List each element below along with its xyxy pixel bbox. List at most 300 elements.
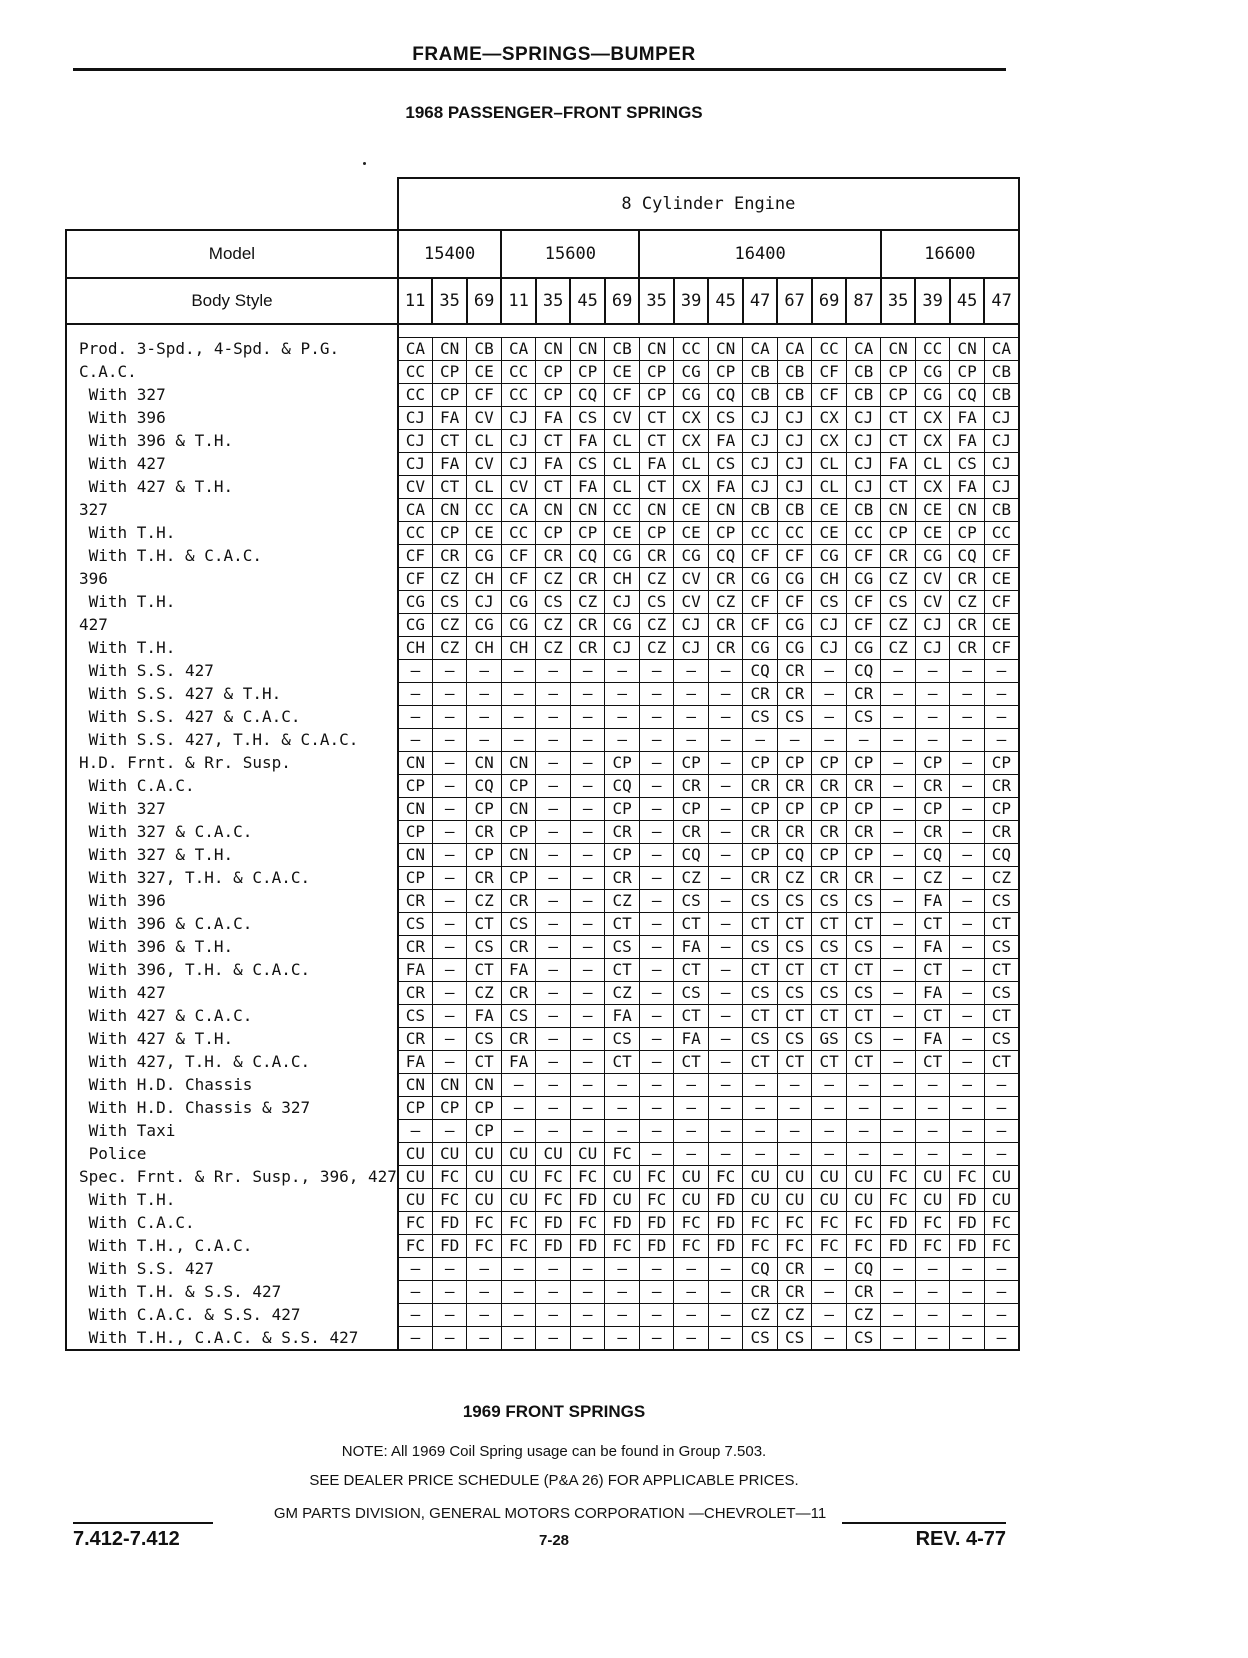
spring-code-cell: CP xyxy=(398,775,433,798)
spring-code-cell: – xyxy=(432,821,467,844)
spring-code-cell: CR xyxy=(605,867,640,890)
spring-code-cell: – xyxy=(950,706,985,729)
spring-code-cell: CX xyxy=(812,430,847,453)
spring-code-cell: – xyxy=(950,821,985,844)
spring-code-cell: CS xyxy=(777,706,812,729)
spring-code-cell: CT xyxy=(674,959,709,982)
spring-code-cell: CS xyxy=(812,591,847,614)
spring-code-cell: CS xyxy=(777,936,812,959)
spring-code-cell: – xyxy=(570,844,605,867)
spring-code-cell: CZ xyxy=(881,614,916,637)
spring-code-cell: CF xyxy=(846,614,881,637)
spring-code-cell: CH xyxy=(467,568,502,591)
spring-code-cell: CP xyxy=(812,798,847,821)
spring-code-cell: CR xyxy=(501,1028,536,1051)
spring-code-cell: – xyxy=(570,1258,605,1281)
spring-code-cell: – xyxy=(639,936,674,959)
spring-code-cell: CR xyxy=(984,821,1019,844)
spring-code-cell: CT xyxy=(984,1051,1019,1074)
spring-code-cell: CP xyxy=(777,798,812,821)
spring-code-cell: CR xyxy=(708,637,743,660)
spring-code-cell: CF xyxy=(743,591,778,614)
spring-code-cell: CS xyxy=(743,706,778,729)
spring-code-cell: CZ xyxy=(536,614,571,637)
spring-code-cell: CU xyxy=(777,1189,812,1212)
spring-code-cell: CT xyxy=(915,1005,950,1028)
spring-code-cell: CR xyxy=(777,683,812,706)
spring-code-cell: CZ xyxy=(881,637,916,660)
spring-code-cell: CP xyxy=(743,844,778,867)
row-label: With 396 & T.H. xyxy=(66,430,398,453)
spring-code-cell: CZ xyxy=(674,867,709,890)
spring-code-cell: CR xyxy=(812,775,847,798)
spring-code-cell: CQ xyxy=(570,545,605,568)
spring-code-cell: CG xyxy=(674,361,709,384)
spring-code-cell: CP xyxy=(915,752,950,775)
spring-code-cell: – xyxy=(639,683,674,706)
spring-code-cell: CF xyxy=(743,545,778,568)
spring-code-cell: – xyxy=(950,729,985,752)
spring-code-cell: CU xyxy=(501,1143,536,1166)
spring-code-cell: – xyxy=(708,729,743,752)
footer-corporation: GM PARTS DIVISION, GENERAL MOTORS CORPORATION —CHEVROLET—11 xyxy=(273,1505,827,1522)
spring-code-cell: – xyxy=(674,660,709,683)
spring-code-cell: CZ xyxy=(639,568,674,591)
spring-code-cell: – xyxy=(915,660,950,683)
spring-code-cell: CS xyxy=(881,591,916,614)
spring-code-cell: FC xyxy=(605,1235,640,1258)
spring-code-cell: CR xyxy=(777,1281,812,1304)
spring-code-cell: CX xyxy=(812,407,847,430)
spring-code-cell: CP xyxy=(950,522,985,545)
spring-code-cell: – xyxy=(398,1281,433,1304)
row-label: With T.H., C.A.C. & S.S. 427 xyxy=(66,1327,398,1351)
spring-code-cell: – xyxy=(570,1028,605,1051)
spring-code-cell: CV xyxy=(915,591,950,614)
spring-code-cell: CT xyxy=(881,407,916,430)
spring-code-cell: FC xyxy=(881,1189,916,1212)
spring-code-cell: – xyxy=(536,913,571,936)
spring-code-cell: CP xyxy=(984,798,1019,821)
spring-code-cell: FD xyxy=(570,1189,605,1212)
spring-code-cell: CP xyxy=(743,798,778,821)
spring-code-cell: CR xyxy=(950,637,985,660)
spring-code-cell: CP xyxy=(605,844,640,867)
spring-code-cell: FC xyxy=(536,1189,571,1212)
spring-code-cell: CU xyxy=(536,1143,571,1166)
table-row xyxy=(66,453,1019,476)
spring-code-cell: CS xyxy=(846,936,881,959)
spring-code-cell: CZ xyxy=(846,1304,881,1327)
body-style-cell: 35 xyxy=(432,278,467,324)
spring-code-cell: – xyxy=(881,1097,916,1120)
spring-code-cell: – xyxy=(881,1005,916,1028)
spring-code-cell: CR xyxy=(743,1281,778,1304)
row-label: With 427 & T.H. xyxy=(66,476,398,499)
row-label: With S.S. 427 xyxy=(66,1258,398,1281)
spring-code-cell: – xyxy=(467,1258,502,1281)
spring-code-cell: CZ xyxy=(777,1304,812,1327)
spring-code-cell: FA xyxy=(398,1051,433,1074)
spring-code-cell: FD xyxy=(536,1212,571,1235)
row-label: 396 xyxy=(66,568,398,591)
spring-code-cell: CJ xyxy=(501,430,536,453)
spring-code-cell: FA xyxy=(708,476,743,499)
spring-code-cell: CR xyxy=(398,982,433,1005)
spring-code-cell: – xyxy=(432,1327,467,1351)
spring-code-cell: – xyxy=(984,660,1019,683)
spring-code-cell: CB xyxy=(777,361,812,384)
spring-code-cell: CS xyxy=(398,913,433,936)
spring-code-cell: – xyxy=(639,913,674,936)
spring-code-cell: CR xyxy=(846,683,881,706)
spring-code-cell: FC xyxy=(674,1235,709,1258)
spring-code-cell: – xyxy=(639,982,674,1005)
spring-code-cell: CF xyxy=(984,637,1019,660)
spring-code-cell: FD xyxy=(708,1235,743,1258)
spring-code-cell: – xyxy=(777,1097,812,1120)
spring-code-cell: CT xyxy=(743,1051,778,1074)
spring-code-cell: – xyxy=(639,798,674,821)
spring-code-cell: – xyxy=(639,1327,674,1351)
footer-group-number: 7.412-7.412 xyxy=(73,1528,180,1550)
spring-code-cell: CP xyxy=(846,844,881,867)
spring-code-cell: CH xyxy=(501,637,536,660)
spring-code-cell: – xyxy=(432,775,467,798)
spring-code-cell: CG xyxy=(674,545,709,568)
spring-code-cell: CA xyxy=(398,338,433,361)
spring-code-cell: CU xyxy=(743,1166,778,1189)
spring-code-cell: – xyxy=(674,683,709,706)
spring-code-cell: CJ xyxy=(984,407,1019,430)
row-label: With 427, T.H. & C.A.C. xyxy=(66,1051,398,1074)
spring-code-cell: CU xyxy=(605,1166,640,1189)
table-row xyxy=(66,982,1019,1005)
spring-code-cell: CR xyxy=(846,821,881,844)
spring-code-cell: CR xyxy=(398,890,433,913)
spring-code-cell: CS xyxy=(846,890,881,913)
spring-code-cell: – xyxy=(432,913,467,936)
spring-code-cell: – xyxy=(432,1051,467,1074)
spring-code-cell: FA xyxy=(605,1005,640,1028)
spring-code-cell: – xyxy=(984,1304,1019,1327)
spring-code-cell: CP xyxy=(639,522,674,545)
spring-code-cell: – xyxy=(984,1120,1019,1143)
spring-code-cell: – xyxy=(536,1074,571,1097)
body-style-cell: 45 xyxy=(570,278,605,324)
spring-code-cell: – xyxy=(432,1120,467,1143)
spring-code-cell: CZ xyxy=(950,591,985,614)
spring-code-cell: – xyxy=(708,959,743,982)
row-label: Spec. Frnt. & Rr. Susp., 396, 427 xyxy=(66,1166,398,1189)
spring-code-cell: – xyxy=(708,1005,743,1028)
row-label: With 327 & T.H. xyxy=(66,844,398,867)
spring-code-cell: FD xyxy=(432,1212,467,1235)
spring-code-cell: CV xyxy=(915,568,950,591)
spring-code-cell: CS xyxy=(812,982,847,1005)
spring-code-cell: CC xyxy=(846,522,881,545)
spring-code-cell: CU xyxy=(605,1189,640,1212)
spring-code-cell: – xyxy=(398,1258,433,1281)
spring-code-cell: – xyxy=(881,844,916,867)
spring-code-cell: CC xyxy=(812,338,847,361)
spring-code-cell: CS xyxy=(570,453,605,476)
table-row xyxy=(66,361,1019,384)
spring-code-cell: CX xyxy=(674,430,709,453)
spring-code-cell: CR xyxy=(777,1258,812,1281)
spring-code-cell: CT xyxy=(812,1051,847,1074)
spring-code-cell: CN xyxy=(536,499,571,522)
spring-code-cell: CZ xyxy=(743,1304,778,1327)
spring-code-cell: CR xyxy=(501,982,536,1005)
spring-code-cell: – xyxy=(984,706,1019,729)
spring-code-cell: – xyxy=(570,1074,605,1097)
spring-code-cell: CG xyxy=(743,568,778,591)
spring-code-cell: – xyxy=(501,1281,536,1304)
spring-code-cell: CR xyxy=(984,775,1019,798)
spacer xyxy=(398,324,1019,338)
spring-code-cell: – xyxy=(777,1074,812,1097)
spring-code-cell: – xyxy=(881,1143,916,1166)
spring-code-cell: CC xyxy=(777,522,812,545)
spring-code-cell: CR xyxy=(467,867,502,890)
spring-code-cell: – xyxy=(812,660,847,683)
table-row xyxy=(66,1143,1019,1166)
spring-code-cell: CX xyxy=(915,430,950,453)
spring-code-cell: CU xyxy=(812,1166,847,1189)
body-style-cell: 47 xyxy=(984,278,1019,324)
spring-code-cell: – xyxy=(812,1258,847,1281)
spring-code-cell: CH xyxy=(605,568,640,591)
spring-code-cell: CG xyxy=(398,591,433,614)
spring-code-cell: – xyxy=(639,706,674,729)
spring-code-cell: CG xyxy=(605,545,640,568)
spring-code-cell: FC xyxy=(605,1143,640,1166)
spring-code-cell: CP xyxy=(950,361,985,384)
spring-code-cell: – xyxy=(950,844,985,867)
spring-code-cell: – xyxy=(950,660,985,683)
table-row xyxy=(66,1258,1019,1281)
table-row xyxy=(66,430,1019,453)
spring-code-cell: CQ xyxy=(674,844,709,867)
spring-code-cell: – xyxy=(432,1028,467,1051)
spring-code-cell: – xyxy=(743,1143,778,1166)
spring-code-cell: CV xyxy=(398,476,433,499)
spring-code-cell: CU xyxy=(915,1166,950,1189)
table-row xyxy=(66,614,1019,637)
spring-code-cell: CB xyxy=(984,361,1019,384)
spring-code-cell: CT xyxy=(812,1005,847,1028)
spring-code-cell: CB xyxy=(743,499,778,522)
table-row xyxy=(66,1212,1019,1235)
spring-code-cell: CF xyxy=(605,384,640,407)
spring-code-cell: CS xyxy=(984,936,1019,959)
spring-code-cell: – xyxy=(881,798,916,821)
spring-code-cell: – xyxy=(950,890,985,913)
spring-code-cell: CT xyxy=(536,476,571,499)
table-row xyxy=(66,545,1019,568)
table-row xyxy=(66,1120,1019,1143)
page-title: FRAME—SPRINGS—BUMPER xyxy=(412,44,696,65)
spring-code-cell: FA xyxy=(501,1051,536,1074)
spring-code-cell: CG xyxy=(398,614,433,637)
spring-code-cell: CJ xyxy=(467,591,502,614)
spring-code-cell: CS xyxy=(605,936,640,959)
spring-code-cell: CN xyxy=(467,752,502,775)
row-label: Police xyxy=(66,1143,398,1166)
spring-code-cell: CR xyxy=(605,821,640,844)
spring-code-cell: – xyxy=(708,798,743,821)
spring-code-cell: – xyxy=(881,890,916,913)
spring-code-cell: – xyxy=(570,821,605,844)
spring-code-cell: CB xyxy=(984,499,1019,522)
spring-code-cell: – xyxy=(639,1120,674,1143)
spring-code-cell: CZ xyxy=(536,568,571,591)
spring-code-cell: CZ xyxy=(432,568,467,591)
row-label: With H.D. Chassis xyxy=(66,1074,398,1097)
spring-code-cell: FA xyxy=(950,430,985,453)
spring-code-cell: – xyxy=(570,1304,605,1327)
spring-code-cell: – xyxy=(536,775,571,798)
spring-code-cell: – xyxy=(570,1281,605,1304)
spring-code-cell: CU xyxy=(501,1189,536,1212)
footer-revision: REV. 4-77 xyxy=(915,1528,1006,1550)
spring-code-cell: CT xyxy=(743,959,778,982)
spring-code-cell: CQ xyxy=(708,384,743,407)
spring-code-cell: CP xyxy=(570,522,605,545)
spring-code-cell: CZ xyxy=(536,637,571,660)
spring-code-cell: – xyxy=(708,706,743,729)
spring-code-cell: – xyxy=(812,1097,847,1120)
spring-code-cell: CS xyxy=(743,936,778,959)
spring-code-cell: – xyxy=(639,867,674,890)
spring-code-cell: CR xyxy=(398,936,433,959)
spring-code-cell: – xyxy=(536,1304,571,1327)
spring-code-cell: – xyxy=(536,729,571,752)
row-label: With 396 & C.A.C. xyxy=(66,913,398,936)
spring-code-cell: – xyxy=(570,706,605,729)
spring-code-cell: CU xyxy=(467,1143,502,1166)
spring-code-cell: – xyxy=(432,1281,467,1304)
spring-code-cell: FD xyxy=(639,1235,674,1258)
spring-code-cell: – xyxy=(950,959,985,982)
spring-code-cell: CR xyxy=(950,568,985,591)
spring-code-cell: – xyxy=(639,890,674,913)
spring-code-cell: FC xyxy=(398,1212,433,1235)
spring-code-cell: FA xyxy=(674,936,709,959)
spring-code-cell: CJ xyxy=(777,476,812,499)
spring-code-cell: FC xyxy=(950,1166,985,1189)
spring-code-cell: CF xyxy=(812,384,847,407)
spring-code-cell: CU xyxy=(674,1189,709,1212)
spring-code-cell: – xyxy=(950,1074,985,1097)
spring-code-cell: FC xyxy=(501,1212,536,1235)
spring-code-cell: CS xyxy=(846,1028,881,1051)
spring-code-cell: – xyxy=(467,1327,502,1351)
spring-code-cell: – xyxy=(743,1074,778,1097)
spring-code-cell: CC xyxy=(674,338,709,361)
table-row xyxy=(66,890,1019,913)
spring-code-cell: – xyxy=(708,775,743,798)
spring-code-cell: – xyxy=(501,1258,536,1281)
spring-code-cell: CS xyxy=(674,890,709,913)
spring-code-cell: CT xyxy=(605,959,640,982)
spring-code-cell: CP xyxy=(398,867,433,890)
spring-code-cell: CT xyxy=(605,913,640,936)
spring-code-cell: CT xyxy=(639,430,674,453)
spring-code-cell: CN xyxy=(432,1074,467,1097)
spring-code-cell: – xyxy=(846,1074,881,1097)
spring-code-cell: CS xyxy=(570,407,605,430)
spring-code-cell: CB xyxy=(777,384,812,407)
spring-code-cell: CT xyxy=(777,959,812,982)
spring-code-cell: CJ xyxy=(846,476,881,499)
spring-code-cell: CS xyxy=(501,913,536,936)
spring-code-cell: – xyxy=(398,683,433,706)
body-style-cell: 35 xyxy=(881,278,916,324)
table-row xyxy=(66,499,1019,522)
spring-code-cell: – xyxy=(915,729,950,752)
spring-code-cell: – xyxy=(398,729,433,752)
spring-code-cell: CP xyxy=(915,798,950,821)
spring-code-cell: – xyxy=(708,936,743,959)
spring-code-cell: FA xyxy=(915,1028,950,1051)
spring-code-cell: FA xyxy=(432,407,467,430)
spacer xyxy=(66,324,398,338)
spring-code-cell: CP xyxy=(639,361,674,384)
spring-code-cell: CP xyxy=(536,361,571,384)
spring-code-cell: – xyxy=(950,752,985,775)
row-label: With S.S. 427, T.H. & C.A.C. xyxy=(66,729,398,752)
spring-code-cell: CN xyxy=(881,338,916,361)
spring-code-cell: CT xyxy=(915,913,950,936)
row-label: With T.H., C.A.C. xyxy=(66,1235,398,1258)
section-title-1968: 1968 PASSENGER–FRONT SPRINGS xyxy=(405,103,703,122)
spring-code-cell: CF xyxy=(812,361,847,384)
spring-code-cell: – xyxy=(639,1143,674,1166)
row-label: With 327 xyxy=(66,384,398,407)
spring-code-cell: – xyxy=(639,1097,674,1120)
spring-code-cell: – xyxy=(881,683,916,706)
spring-code-cell: – xyxy=(570,1051,605,1074)
spring-code-cell: FA xyxy=(501,959,536,982)
spring-code-cell: – xyxy=(777,1120,812,1143)
spring-code-cell: CP xyxy=(674,752,709,775)
spring-code-cell: FA xyxy=(915,890,950,913)
spring-code-cell: CJ xyxy=(605,637,640,660)
spring-code-cell: CT xyxy=(812,959,847,982)
spring-code-cell: CF xyxy=(846,591,881,614)
spring-code-cell: CN xyxy=(639,499,674,522)
spring-code-cell: – xyxy=(501,683,536,706)
spring-code-cell: CQ xyxy=(743,660,778,683)
spring-code-cell: CL xyxy=(605,476,640,499)
spring-code-cell: – xyxy=(432,798,467,821)
spring-code-cell: CB xyxy=(846,361,881,384)
spring-code-cell: CU xyxy=(398,1189,433,1212)
spring-code-cell: CZ xyxy=(605,890,640,913)
spring-code-cell: CU xyxy=(777,1166,812,1189)
spring-code-cell: CZ xyxy=(432,614,467,637)
spring-code-cell: CU xyxy=(984,1189,1019,1212)
spring-code-cell: – xyxy=(950,1258,985,1281)
spring-code-cell: CR xyxy=(812,867,847,890)
spring-code-cell: CR xyxy=(743,867,778,890)
spring-code-cell: FD xyxy=(950,1235,985,1258)
spring-code-cell: CE xyxy=(467,361,502,384)
spring-code-cell: CH xyxy=(467,637,502,660)
spring-code-cell: CR xyxy=(743,775,778,798)
